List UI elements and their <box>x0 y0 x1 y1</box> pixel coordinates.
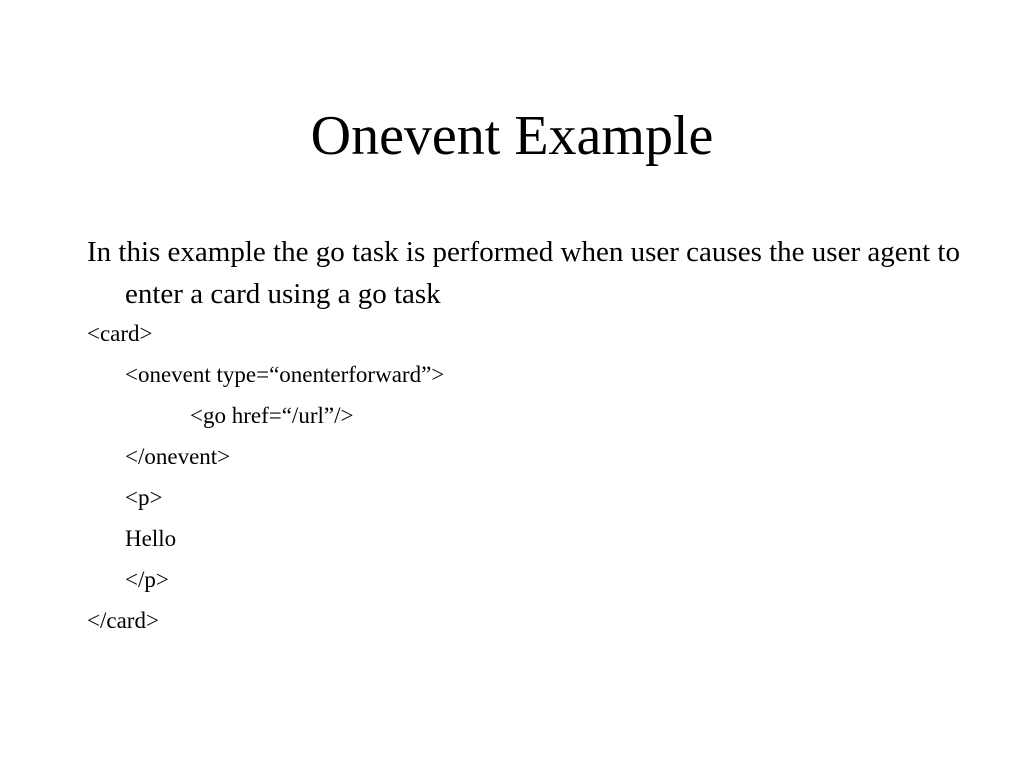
code-line-hello: Hello <box>125 526 177 551</box>
code-line-onevent-open: <onevent type=“onenterforward”> <box>125 362 445 387</box>
code-line-p-close: </p> <box>125 567 169 592</box>
code-line-go: <go href=“/url”/> <box>190 403 354 428</box>
slide-title: Onevent Example <box>310 105 714 167</box>
code-line-onevent-close: </onevent> <box>125 444 231 469</box>
intro-paragraph: In this example the go task is performed when user causes the user agent to enter a card using a go task <box>87 236 960 310</box>
code-line-p-open: <p> <box>125 485 163 510</box>
code-line-card-close: </card> <box>87 608 159 633</box>
code-line-card-open: <card> <box>87 321 153 346</box>
